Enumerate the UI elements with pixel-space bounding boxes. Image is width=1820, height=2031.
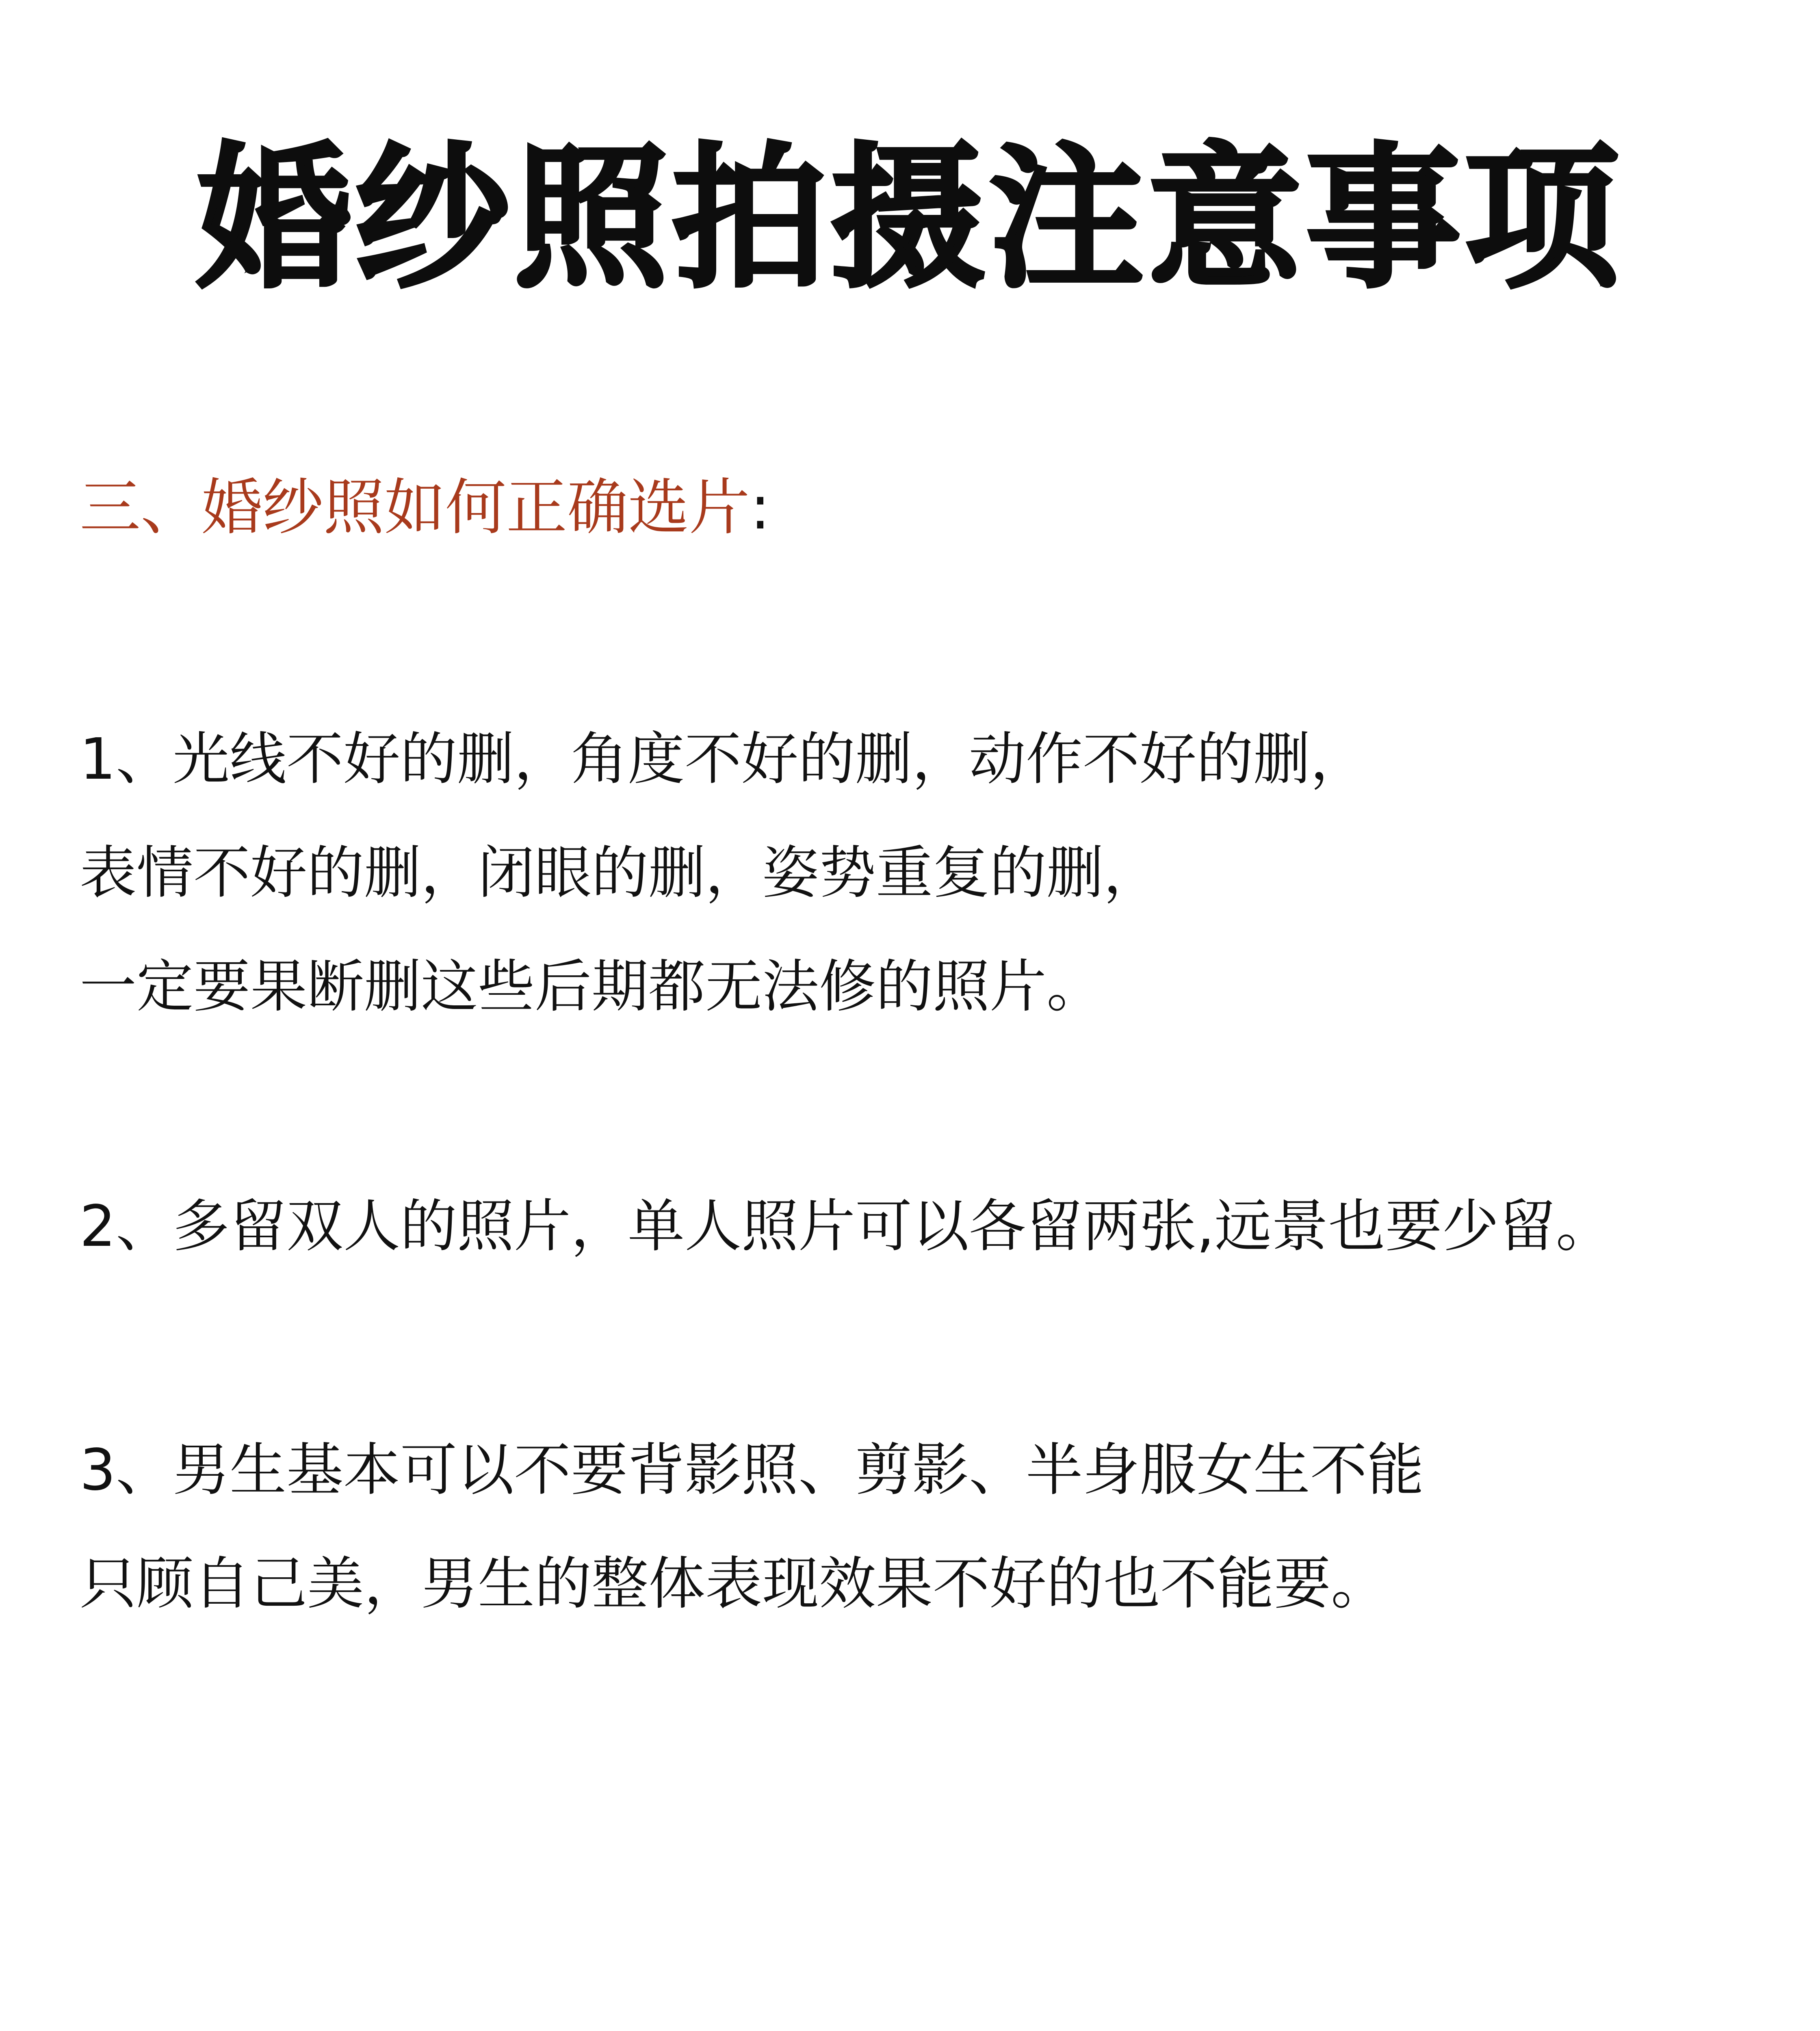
point-1-line-2: 表情不好的删，闭眼的删，姿势重复的删， [80,840,1161,906]
point-2 [80,1170,1613,1284]
point-3 [80,1414,1424,1641]
point-1 [80,703,1367,1044]
section-heading-text: 三、婚纱照如何正确选片 [80,472,750,543]
point-3-line-1: 3、男生基本可以不要背影照、剪影、半身服女生不能 [80,1437,1424,1503]
page-title: 婚纱照拍摄注意事项 [197,129,1623,309]
point-1-line-1: 1、光线不好的删，角度不好的删，动作不好的删， [80,726,1367,792]
section-heading-colon: : [750,472,771,543]
point-1-line-3: 一定要果断删这些后期都无法修的照片。 [80,954,1104,1020]
point-2-line-1: 2、多留双人的照片，单人照片可以各留两张,远景也要少留。 [80,1193,1613,1260]
section-heading [80,471,771,544]
point-3-line-2: 只顾自己美，男生的整体表现效果不好的也不能要。 [80,1551,1388,1617]
